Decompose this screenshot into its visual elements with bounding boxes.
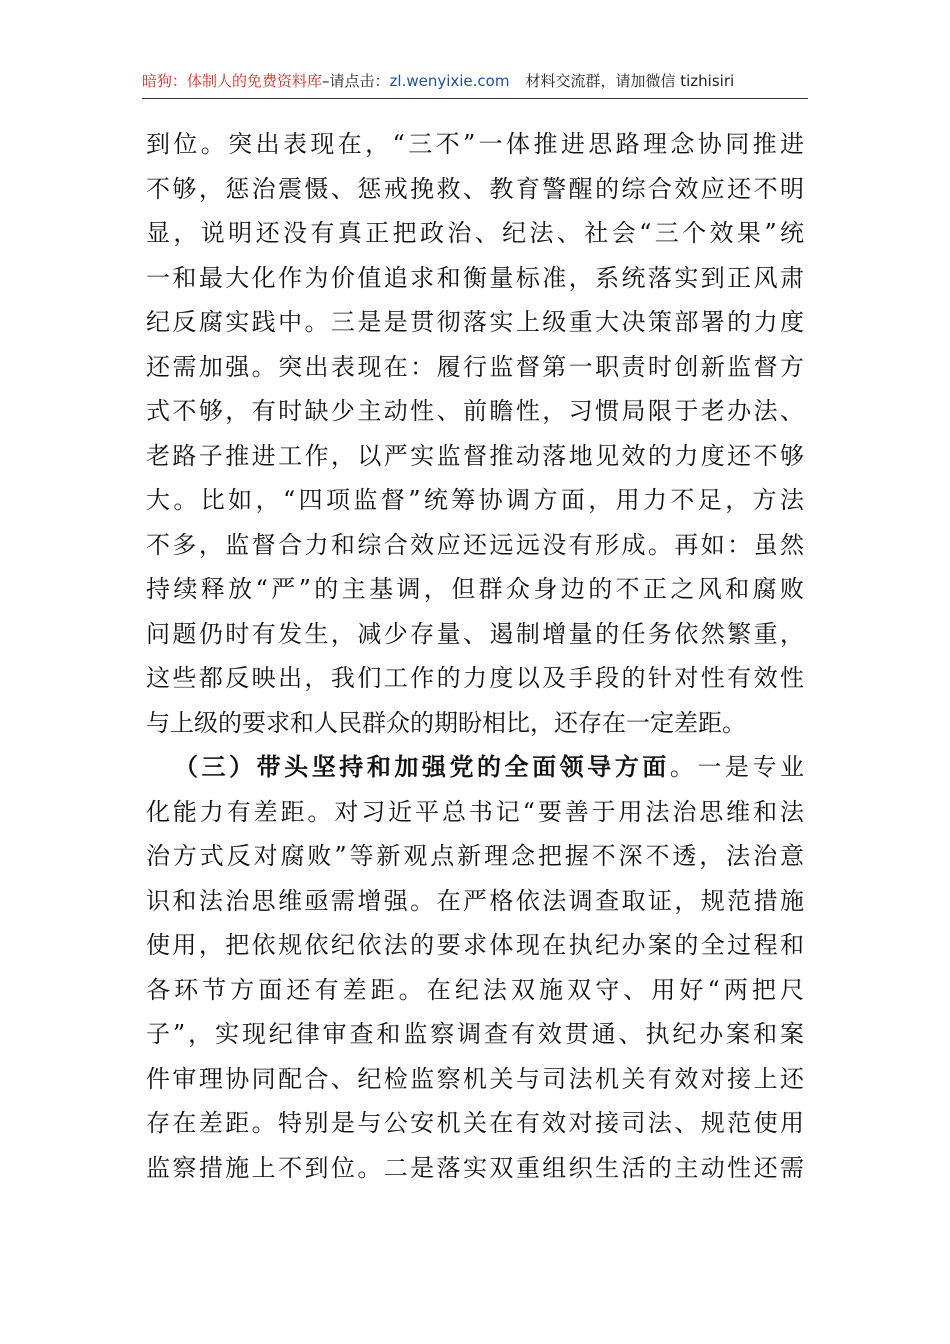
text-line: 纪反腐实践中。三是是贯彻落实上级重大决策部署的力度 xyxy=(146,308,804,336)
section-first-line-rest: 。一是专业 xyxy=(669,753,804,781)
text-line: 不多，监督合力和综合效应还远远没有形成。再如：虽然 xyxy=(146,530,804,559)
text-line: 大。比如，“四项监督”统筹协调方面，用力不足，方法 xyxy=(146,486,804,514)
text-line: 化能力有差距。对习近平总书记“要善于用法治思维和法 xyxy=(146,797,804,826)
text-line: 到位。突出表现在，“三不”一体推进思路理念协同推进 xyxy=(146,130,804,158)
header-link[interactable]: zl.wenyixie.com xyxy=(389,72,510,90)
header-wechat-note: 材料交流群，请加微信 tizhisiri xyxy=(525,72,735,90)
text-line: 使用，把依规依纪依法的要求体现在执纪办案的全过程和 xyxy=(146,931,804,959)
text-line: 监察措施上不到位。二是落实双重组织生活的主动性还需 xyxy=(146,1153,804,1182)
text-line: 识和法治思维亟需增强。在严格依法调查取证，规范措施 xyxy=(146,886,804,915)
text-line: 老路子推进工作，以严实监督推动落地见效的力度还不够 xyxy=(146,441,804,470)
document-body xyxy=(146,122,804,1190)
text-line: 一和最大化作为价值追求和衡量标准，系统落实到正风肃 xyxy=(146,263,804,292)
text-line: 各环节方面还有差距。在纪法双施双守、用好“两把尺 xyxy=(146,975,804,1004)
text-line: 这些都反映出，我们工作的力度以及手段的针对性有效性 xyxy=(146,664,804,692)
text-line: 件审理协同配合、纪检监察机关与司法机关有效对接上还 xyxy=(146,1064,804,1093)
text-line: 子”，实现纪律审查和监察调查有效贯通、执纪办案和案 xyxy=(146,1020,804,1048)
header-site-name: 暗狗：体制人的免费资料库 xyxy=(142,72,323,90)
text-line: 治方式反对腐败”等新观点新理念把握不深不透，法治意 xyxy=(146,842,804,870)
text-line: 式不够，有时缺少主动性、前瞻性，习惯局限于老办法、 xyxy=(146,397,804,425)
section-heading: （三）带头坚持和加强党的全面领导方面 xyxy=(174,753,670,781)
text-line: 存在差距。特别是与公安机关在有效对接司法、规范使用 xyxy=(146,1109,804,1137)
text-line: 与上级的要求和人民群众的期盼相比，还存在一定差距。 xyxy=(146,708,746,737)
text-line: 还需加强。突出表现在：履行监督第一职责时创新监督方 xyxy=(146,352,804,381)
section-first-line xyxy=(146,745,804,790)
page-header xyxy=(142,64,808,99)
text-line: 不够，惩治震慑、惩戒挽救、教育警醒的综合效应还不明 xyxy=(146,174,804,203)
text-line: 问题仍时有发生，减少存量、遏制增量的任务依然繁重， xyxy=(146,619,804,648)
text-line: 持续释放“严”的主基调，但群众身边的不正之风和腐败 xyxy=(146,575,804,603)
text-line: 显，说明还没有真正把政治、纪法、社会“三个效果”统 xyxy=(146,219,804,247)
header-click-prompt: –请点击： xyxy=(322,72,390,90)
